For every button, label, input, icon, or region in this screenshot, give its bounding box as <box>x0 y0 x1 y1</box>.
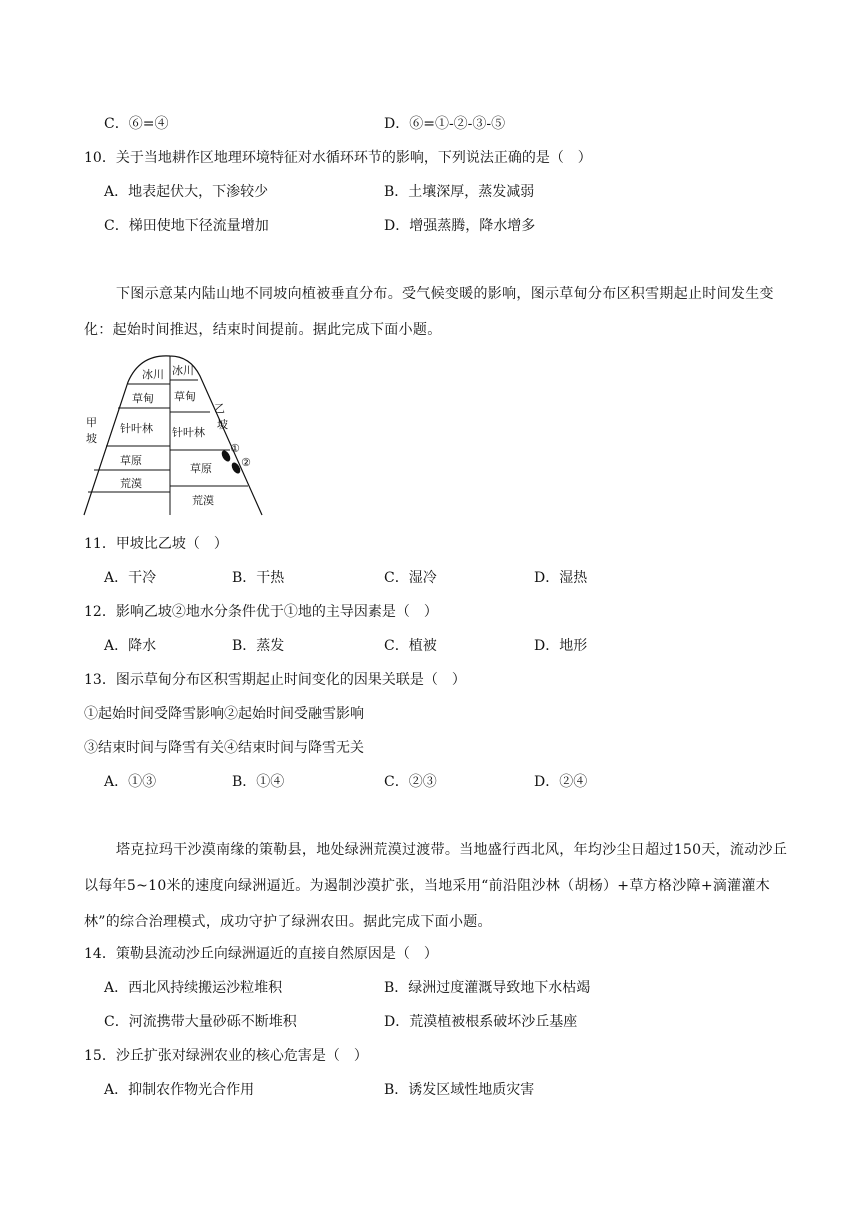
q13-option-c: C．②③ <box>384 774 437 790</box>
right-zone-steppe: 草原 <box>190 462 212 475</box>
passage-desert <box>84 832 788 940</box>
q14-option-c: C．河流携带大量砂砾不断堆积 <box>104 1014 297 1030</box>
q13-stem: 13．图示草甸分布区积雪期起止时间变化的因果关联是（ ） <box>84 672 466 688</box>
q14-option-a: A．西北风持续搬运沙粒堆积 <box>104 980 283 996</box>
right-zone-glacier: 冰川 <box>172 364 194 377</box>
q9-option-c: C．⑥=④ <box>104 116 169 132</box>
left-zone-conifer: 针叶林 <box>120 422 153 435</box>
q14-option-b: B．绿洲过度灌溉导致地下水枯竭 <box>384 980 591 996</box>
left-zone-meadow: 草甸 <box>132 392 154 405</box>
passage-mountain <box>84 276 788 348</box>
q12-option-a: A．降水 <box>104 638 157 654</box>
passage-desert-text: 塔克拉玛干沙漠南缘的策勒县，地处绿洲荒漠过渡带。当地盛行西北风，年均沙尘日超过150天，流动沙丘以每年5~10米的速度向绿洲逼近。为遏制沙漠扩张，当地采用“前沿阻沙林（胡杨）+草方格沙障+滴灌灌木林”的综合治理模式，成功守护了绿洲农田。据此完成下面小题。 <box>84 842 788 930</box>
q11-option-a: A．干冷 <box>104 570 157 586</box>
q14-stem: 14．策勒县流动沙丘向绿洲逼近的直接自然原因是（ ） <box>84 946 438 962</box>
right-zone-desert: 荒漠 <box>192 494 214 507</box>
right-slope-label-1: 乙 <box>214 402 225 415</box>
left-zone-steppe: 草原 <box>120 454 142 467</box>
q12-option-b: B．蒸发 <box>232 638 285 654</box>
marker-2-label: ② <box>241 456 251 469</box>
q13-items-2: ③结束时间与降雪有关④结束时间与降雪无关 <box>84 740 364 756</box>
mountain-profile-svg <box>80 350 270 518</box>
q10-option-c: C．梯田使地下径流量增加 <box>104 218 269 234</box>
q11-option-c: C．湿冷 <box>384 570 437 586</box>
q14-option-d: D．荒漠植被根系破坏沙丘基座 <box>384 1014 578 1030</box>
q10-option-d: D．增强蒸腾，降水增多 <box>384 218 536 234</box>
q11-option-b: B．干热 <box>232 570 285 586</box>
q13-option-a: A．①③ <box>104 774 157 790</box>
left-slope-label-2: 坡 <box>86 432 97 445</box>
q9-option-d: D．⑥=①-②-③-⑤ <box>384 116 506 132</box>
q15-option-a: A．抑制农作物光合作用 <box>104 1082 255 1098</box>
q15-stem: 15．沙丘扩张对绿洲农业的核心危害是（ ） <box>84 1048 368 1064</box>
q15-option-b: B．诱发区域性地质灾害 <box>384 1082 535 1098</box>
marker-1-label: ① <box>230 442 240 455</box>
left-slope-label-1: 甲 <box>86 416 97 429</box>
q12-option-c: C．植被 <box>384 638 437 654</box>
left-zone-desert: 荒漠 <box>120 477 142 490</box>
q11-option-d: D．湿热 <box>534 570 588 586</box>
vegetation-zone-diagram <box>80 350 270 518</box>
q12-stem: 12．影响乙坡②地水分条件优于①地的主导因素是（ ） <box>84 604 438 620</box>
right-zone-conifer: 针叶林 <box>172 426 205 439</box>
q11-stem: 11．甲坡比乙坡（ ） <box>84 536 228 552</box>
q10-stem: 10．关于当地耕作区地理环境特征对水循环环节的影响，下列说法正确的是（ ） <box>84 150 592 166</box>
q10-option-b: B．土壤深厚，蒸发减弱 <box>384 184 535 200</box>
q10-option-a: A．地表起伏大，下渗较少 <box>104 184 269 200</box>
q13-option-b: B．①④ <box>232 774 285 790</box>
right-slope-label-2: 坡 <box>217 418 228 431</box>
right-zone-meadow: 草甸 <box>174 390 196 403</box>
q12-option-d: D．地形 <box>534 638 588 654</box>
left-zone-glacier: 冰川 <box>142 368 164 381</box>
q13-option-d: D．②④ <box>534 774 588 790</box>
passage-mountain-text: 下图示意某内陆山地不同坡向植被垂直分布。受气候变暖的影响，图示草甸分布区积雪期起止时间发生变化：起始时间推迟，结束时间提前。据此完成下面小题。 <box>84 286 774 338</box>
q13-items-1: ①起始时间受降雪影响②起始时间受融雪影响 <box>84 706 364 722</box>
